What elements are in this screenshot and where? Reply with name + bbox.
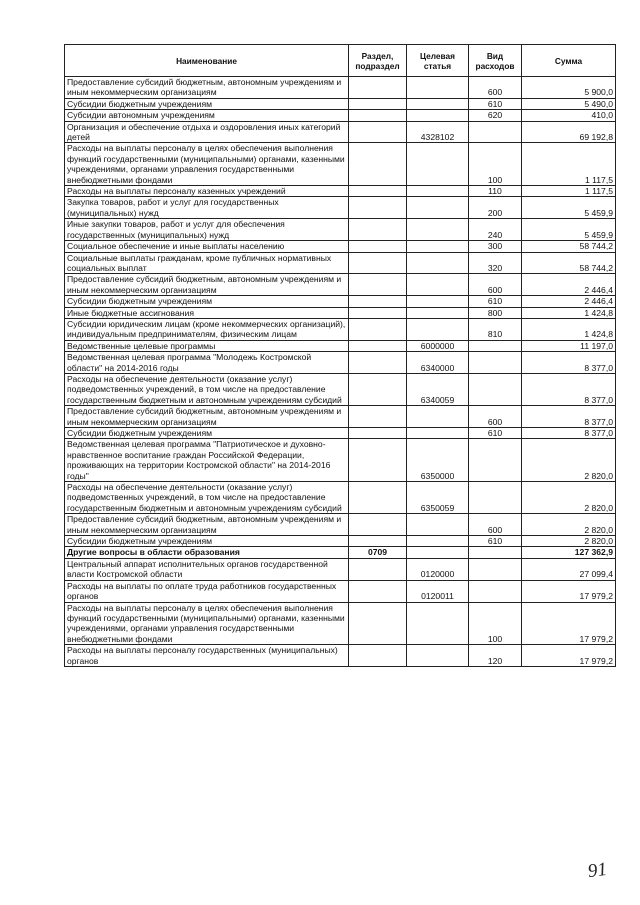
- cell-section: [349, 143, 407, 186]
- cell-target: [407, 274, 469, 296]
- cell-kind: [469, 439, 522, 482]
- cell-name: Предоставление субсидий бюджетным, автономным учреждениям и иным некоммерческим организациям: [65, 274, 349, 296]
- table-row: [65, 514, 616, 536]
- cell-sum: 2 820,0: [522, 439, 616, 482]
- cell-kind: [469, 482, 522, 514]
- cell-kind: 120: [469, 645, 522, 667]
- table-row: [65, 558, 616, 580]
- cell-kind: 600: [469, 406, 522, 428]
- table-row: [65, 602, 616, 645]
- table-row: [65, 197, 616, 219]
- cell-section: [349, 428, 407, 439]
- cell-target: [407, 77, 469, 99]
- cell-sum: 58 744,2: [522, 252, 616, 274]
- cell-sum: 69 192,8: [522, 121, 616, 143]
- cell-sum: 27 099,4: [522, 558, 616, 580]
- table-row: [65, 482, 616, 514]
- cell-kind: [469, 340, 522, 351]
- cell-name: Расходы на выплаты персоналу в целях обеспечения выполнения функций государственными (муниципальными) органами, казенными учреждениями, органами управления государственными внебюджетными фондами: [65, 143, 349, 186]
- cell-kind: 620: [469, 110, 522, 121]
- cell-target: 6340000: [407, 352, 469, 374]
- cell-section: [349, 98, 407, 109]
- table-row: [65, 143, 616, 186]
- cell-kind: 320: [469, 252, 522, 274]
- table-row: [65, 98, 616, 109]
- cell-section: [349, 252, 407, 274]
- cell-kind: [469, 558, 522, 580]
- cell-target: 0120011: [407, 580, 469, 602]
- cell-sum: 5 459,9: [522, 197, 616, 219]
- cell-target: [407, 428, 469, 439]
- cell-target: [407, 547, 469, 558]
- table-row: [65, 252, 616, 274]
- table-row: [65, 536, 616, 547]
- table-header-row: [65, 45, 616, 77]
- table-row: [65, 110, 616, 121]
- cell-name: Субсидии автономным учреждениям: [65, 110, 349, 121]
- table-row: [65, 77, 616, 99]
- cell-section: [349, 373, 407, 405]
- cell-name: Субсидии бюджетным учреждениям: [65, 428, 349, 439]
- cell-kind: 240: [469, 219, 522, 241]
- cell-sum: 5 490,0: [522, 98, 616, 109]
- header-kind: Вид расходов: [469, 45, 522, 77]
- cell-kind: 100: [469, 602, 522, 645]
- cell-target: 6340059: [407, 373, 469, 405]
- cell-section: [349, 536, 407, 547]
- cell-name: Предоставление субсидий бюджетным, автономным учреждениям и иным некоммерческим организациям: [65, 77, 349, 99]
- header-section: Раздел, подраздел: [349, 45, 407, 77]
- cell-kind: [469, 352, 522, 374]
- cell-target: [407, 406, 469, 428]
- cell-name: Расходы на выплаты персоналу государственных (муниципальных) органов: [65, 645, 349, 667]
- cell-kind: 600: [469, 274, 522, 296]
- table-row: [65, 296, 616, 307]
- cell-target: [407, 241, 469, 252]
- cell-sum: 1 117,5: [522, 186, 616, 197]
- cell-name: Расходы на выплаты персоналу казенных учреждений: [65, 186, 349, 197]
- cell-sum: 5 459,9: [522, 219, 616, 241]
- cell-target: [407, 645, 469, 667]
- cell-target: [407, 514, 469, 536]
- cell-kind: 800: [469, 307, 522, 318]
- cell-name: Субсидии бюджетным учреждениям: [65, 296, 349, 307]
- cell-target: 6000000: [407, 340, 469, 351]
- cell-sum: 5 900,0: [522, 77, 616, 99]
- cell-sum: 8 377,0: [522, 352, 616, 374]
- header-target: Целевая статья: [407, 45, 469, 77]
- cell-sum: 8 377,0: [522, 373, 616, 405]
- cell-name: Ведомственные целевые программы: [65, 340, 349, 351]
- cell-sum: 2 820,0: [522, 536, 616, 547]
- cell-name: Организация и обеспечение отдыха и оздоровления иных категорий детей: [65, 121, 349, 143]
- table-row: [65, 373, 616, 405]
- cell-name: Расходы на выплаты по оплате труда работников государственных органов: [65, 580, 349, 602]
- cell-section: [349, 274, 407, 296]
- cell-kind: 610: [469, 296, 522, 307]
- cell-name: Субсидии бюджетным учреждениям: [65, 98, 349, 109]
- cell-section: [349, 558, 407, 580]
- cell-sum: 8 377,0: [522, 406, 616, 428]
- cell-kind: 200: [469, 197, 522, 219]
- cell-target: [407, 318, 469, 340]
- cell-sum: 58 744,2: [522, 241, 616, 252]
- cell-target: [407, 307, 469, 318]
- cell-kind: 100: [469, 143, 522, 186]
- cell-section: [349, 241, 407, 252]
- cell-target: [407, 110, 469, 121]
- cell-sum: 127 362,9: [522, 547, 616, 558]
- cell-section: [349, 340, 407, 351]
- cell-name: Расходы на выплаты персоналу в целях обеспечения выполнения функций государственными (муниципальными) органами, казенными учреждениями, органами управления государственными внебюджетными фондами: [65, 602, 349, 645]
- cell-sum: 17 979,2: [522, 645, 616, 667]
- cell-section: [349, 580, 407, 602]
- cell-kind: [469, 580, 522, 602]
- table-row: [65, 547, 616, 558]
- cell-sum: 1 117,5: [522, 143, 616, 186]
- cell-name: Иные бюджетные ассигнования: [65, 307, 349, 318]
- cell-name: Социальное обеспечение и иные выплаты населению: [65, 241, 349, 252]
- cell-name: Предоставление субсидий бюджетным, автономным учреждениям и иным некоммерческим организациям: [65, 406, 349, 428]
- cell-sum: 2 820,0: [522, 514, 616, 536]
- cell-sum: 8 377,0: [522, 428, 616, 439]
- cell-section: [349, 77, 407, 99]
- cell-name: Центральный аппарат исполнительных органов государственной власти Костромской области: [65, 558, 349, 580]
- table-row: [65, 219, 616, 241]
- cell-sum: 1 424,8: [522, 318, 616, 340]
- cell-section: [349, 121, 407, 143]
- cell-sum: 11 197,0: [522, 340, 616, 351]
- cell-target: [407, 296, 469, 307]
- table-row: [65, 307, 616, 318]
- cell-name: Ведомственная целевая программа "Молодежь Костромской области" на 2014-2016 годы: [65, 352, 349, 374]
- cell-sum: 1 424,8: [522, 307, 616, 318]
- cell-kind: 810: [469, 318, 522, 340]
- cell-target: 4328102: [407, 121, 469, 143]
- cell-name: Социальные выплаты гражданам, кроме публичных нормативных социальных выплат: [65, 252, 349, 274]
- cell-name: Иные закупки товаров, работ и услуг для обеспечения государственных (муниципальных) нужд: [65, 219, 349, 241]
- cell-section: [349, 318, 407, 340]
- table-row: [65, 121, 616, 143]
- cell-kind: [469, 547, 522, 558]
- table-row: [65, 439, 616, 482]
- cell-section: [349, 197, 407, 219]
- cell-name: Закупка товаров, работ и услуг для государственных (муниципальных) нужд: [65, 197, 349, 219]
- cell-section: [349, 645, 407, 667]
- cell-kind: [469, 121, 522, 143]
- cell-name: Субсидии юридическим лицам (кроме некоммерческих организаций), индивидуальным предпринимателям, физическим лицам: [65, 318, 349, 340]
- cell-kind: 610: [469, 536, 522, 547]
- cell-target: [407, 98, 469, 109]
- table-row: [65, 340, 616, 351]
- page-number: 91: [586, 858, 609, 883]
- cell-section: [349, 307, 407, 318]
- cell-sum: 2 446,4: [522, 274, 616, 296]
- cell-section: [349, 186, 407, 197]
- cell-section: [349, 406, 407, 428]
- table-row: [65, 645, 616, 667]
- cell-kind: 600: [469, 77, 522, 99]
- cell-target: [407, 536, 469, 547]
- cell-target: [407, 602, 469, 645]
- cell-name: Другие вопросы в области образования: [65, 547, 349, 558]
- header-name: Наименование: [65, 45, 349, 77]
- table-row: [65, 186, 616, 197]
- table-row: [65, 241, 616, 252]
- cell-kind: 600: [469, 514, 522, 536]
- cell-section: [349, 482, 407, 514]
- cell-name: Ведомственная целевая программа "Патриотическое и духовно-нравственное воспитание граждан Российской Федерации, проживающих на территории Костромской области" на 2014-2016 годы": [65, 439, 349, 482]
- table-row: [65, 428, 616, 439]
- cell-sum: 17 979,2: [522, 602, 616, 645]
- cell-name: Субсидии бюджетным учреждениям: [65, 536, 349, 547]
- table-row: [65, 318, 616, 340]
- cell-name: Расходы на обеспечение деятельности (оказание услуг) подведомственных учреждений, в том числе на предоставление государственным бюджетным и автономным учреждениям субсидий: [65, 373, 349, 405]
- table-row: [65, 352, 616, 374]
- cell-sum: 2 820,0: [522, 482, 616, 514]
- cell-sum: 410,0: [522, 110, 616, 121]
- cell-kind: [469, 373, 522, 405]
- cell-target: [407, 219, 469, 241]
- cell-target: 6350000: [407, 439, 469, 482]
- table-body: [65, 77, 616, 667]
- cell-kind: 300: [469, 241, 522, 252]
- cell-name: Предоставление субсидий бюджетным, автономным учреждениям и иным некоммерческим организациям: [65, 514, 349, 536]
- cell-section: 0709: [349, 547, 407, 558]
- header-sum: Сумма: [522, 45, 616, 77]
- cell-section: [349, 439, 407, 482]
- cell-target: 0120000: [407, 558, 469, 580]
- cell-kind: 610: [469, 428, 522, 439]
- cell-target: [407, 143, 469, 186]
- cell-target: [407, 186, 469, 197]
- table-row: [65, 406, 616, 428]
- cell-target: [407, 252, 469, 274]
- budget-table: [64, 44, 616, 667]
- cell-section: [349, 296, 407, 307]
- cell-section: [349, 352, 407, 374]
- cell-section: [349, 219, 407, 241]
- cell-section: [349, 110, 407, 121]
- cell-kind: 610: [469, 98, 522, 109]
- cell-kind: 110: [469, 186, 522, 197]
- table-row: [65, 274, 616, 296]
- cell-target: 6350059: [407, 482, 469, 514]
- cell-section: [349, 602, 407, 645]
- table-row: [65, 580, 616, 602]
- cell-target: [407, 197, 469, 219]
- cell-section: [349, 514, 407, 536]
- cell-sum: 17 979,2: [522, 580, 616, 602]
- cell-name: Расходы на обеспечение деятельности (оказание услуг) подведомственных учреждений, в том числе на предоставление государственным бюджетным и автономным учреждениям субсидий: [65, 482, 349, 514]
- cell-sum: 2 446,4: [522, 296, 616, 307]
